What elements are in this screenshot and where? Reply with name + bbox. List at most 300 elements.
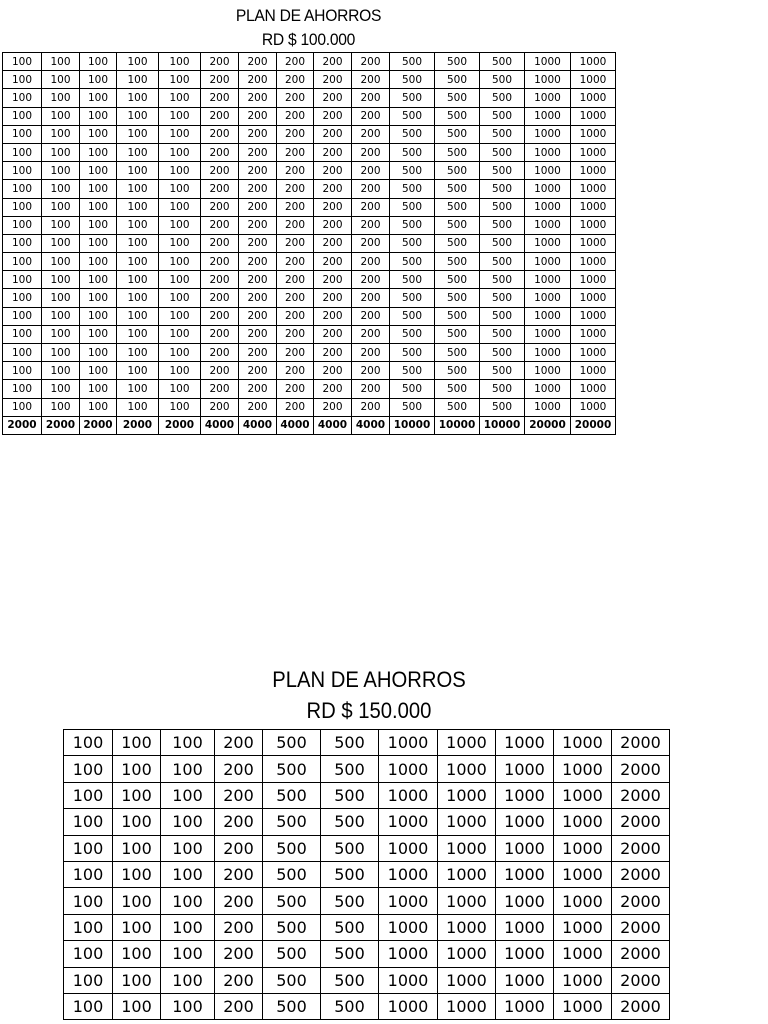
table-cell: 100 bbox=[42, 380, 80, 398]
table-row bbox=[3, 398, 616, 416]
table-cell: 100 bbox=[3, 362, 42, 380]
table-cell: 500 bbox=[480, 89, 525, 107]
table-cell: 100 bbox=[117, 143, 159, 161]
table-cell: 2000 bbox=[612, 756, 670, 782]
table-cell: 200 bbox=[314, 53, 352, 71]
table-cell: 100 bbox=[117, 162, 159, 180]
table-cell: 100 bbox=[80, 253, 117, 271]
table-cell: 1000 bbox=[571, 89, 616, 107]
table-cell: 100 bbox=[80, 125, 117, 143]
table-cell: 500 bbox=[321, 782, 379, 808]
table-cell: 500 bbox=[435, 380, 480, 398]
table-cell: 100 bbox=[80, 180, 117, 198]
table-cell: 1000 bbox=[496, 756, 554, 782]
table-cell: 200 bbox=[215, 914, 263, 940]
table-cell: 100 bbox=[64, 756, 113, 782]
table-cell: 500 bbox=[263, 993, 321, 1019]
table-cell: 100 bbox=[159, 325, 201, 343]
table-cell: 100 bbox=[42, 362, 80, 380]
table-cell: 200 bbox=[277, 107, 314, 125]
table-cell: 200 bbox=[352, 325, 390, 343]
table-cell: 100 bbox=[159, 107, 201, 125]
table-cell: 100 bbox=[42, 344, 80, 362]
table-cell: 1000 bbox=[496, 914, 554, 940]
table-cell: 100 bbox=[3, 162, 42, 180]
table-cell: 200 bbox=[201, 143, 239, 161]
table-cell: 1000 bbox=[496, 861, 554, 887]
table-cell: 200 bbox=[215, 756, 263, 782]
table-cell: 500 bbox=[480, 180, 525, 198]
table-cell: 500 bbox=[480, 362, 525, 380]
table-cell: 200 bbox=[277, 398, 314, 416]
table-cell: 100 bbox=[3, 271, 42, 289]
total-cell: 10000 bbox=[390, 416, 435, 434]
table-cell: 200 bbox=[314, 89, 352, 107]
table-cell: 1000 bbox=[525, 253, 571, 271]
table-cell: 100 bbox=[113, 914, 161, 940]
table-cell: 100 bbox=[161, 782, 215, 808]
table-cell: 100 bbox=[80, 362, 117, 380]
table-cell: 200 bbox=[277, 289, 314, 307]
table-cell: 100 bbox=[42, 234, 80, 252]
total-cell: 4000 bbox=[201, 416, 239, 434]
table-cell: 2000 bbox=[612, 888, 670, 914]
table-cell: 100 bbox=[161, 809, 215, 835]
table-cell: 500 bbox=[435, 253, 480, 271]
table-cell: 100 bbox=[42, 289, 80, 307]
table-cell: 500 bbox=[390, 198, 435, 216]
table-cell: 100 bbox=[42, 71, 80, 89]
table-cell: 100 bbox=[3, 107, 42, 125]
table-cell: 100 bbox=[159, 89, 201, 107]
table-cell: 200 bbox=[277, 234, 314, 252]
table-cell: 1000 bbox=[525, 325, 571, 343]
table-cell: 200 bbox=[239, 180, 277, 198]
table-cell: 100 bbox=[161, 756, 215, 782]
total-cell: 2000 bbox=[117, 416, 159, 434]
table-cell: 500 bbox=[435, 89, 480, 107]
table-cell: 500 bbox=[263, 782, 321, 808]
table-cell: 200 bbox=[215, 967, 263, 993]
table-cell: 100 bbox=[42, 53, 80, 71]
table-cell: 200 bbox=[314, 344, 352, 362]
table-cell: 500 bbox=[263, 835, 321, 861]
table-cell: 200 bbox=[314, 125, 352, 143]
table-cell: 1000 bbox=[554, 756, 612, 782]
table-cell: 500 bbox=[263, 914, 321, 940]
table-cell: 200 bbox=[277, 125, 314, 143]
table-cell: 200 bbox=[239, 53, 277, 71]
table-cell: 100 bbox=[80, 71, 117, 89]
table-cell: 500 bbox=[263, 730, 321, 756]
table-cell: 1000 bbox=[554, 967, 612, 993]
table-cell: 1000 bbox=[438, 888, 496, 914]
table-cell: 1000 bbox=[571, 71, 616, 89]
table-cell: 500 bbox=[390, 271, 435, 289]
table-cell: 200 bbox=[277, 180, 314, 198]
table-cell: 500 bbox=[435, 398, 480, 416]
table-cell: 500 bbox=[480, 71, 525, 89]
table-cell: 1000 bbox=[525, 362, 571, 380]
table-cell: 1000 bbox=[554, 782, 612, 808]
table-cell: 1000 bbox=[525, 344, 571, 362]
table-cell: 2000 bbox=[612, 941, 670, 967]
table-cell: 100 bbox=[64, 730, 113, 756]
table-cell: 200 bbox=[314, 71, 352, 89]
savings-plan-100000 bbox=[0, 4, 617, 435]
table-cell: 1000 bbox=[438, 993, 496, 1019]
table-cell: 1000 bbox=[571, 180, 616, 198]
table-cell: 200 bbox=[277, 89, 314, 107]
table-cell: 200 bbox=[201, 271, 239, 289]
table-cell: 500 bbox=[390, 380, 435, 398]
table-cell: 200 bbox=[314, 362, 352, 380]
table-cell: 100 bbox=[42, 198, 80, 216]
table-cell: 100 bbox=[159, 307, 201, 325]
table-cell: 200 bbox=[239, 307, 277, 325]
table-cell: 100 bbox=[80, 89, 117, 107]
table-cell: 100 bbox=[117, 289, 159, 307]
table-cell: 500 bbox=[390, 180, 435, 198]
table-cell: 1000 bbox=[496, 782, 554, 808]
table-cell: 1000 bbox=[571, 271, 616, 289]
table-row bbox=[3, 271, 616, 289]
table-row bbox=[3, 53, 616, 71]
table-cell: 200 bbox=[314, 253, 352, 271]
table-cell: 500 bbox=[480, 380, 525, 398]
table-cell: 100 bbox=[80, 234, 117, 252]
table-cell: 500 bbox=[321, 888, 379, 914]
savings-plan-150000 bbox=[62, 664, 676, 1020]
table-row bbox=[3, 362, 616, 380]
table-cell: 2000 bbox=[612, 782, 670, 808]
table-cell: 500 bbox=[390, 107, 435, 125]
table-cell: 1000 bbox=[438, 730, 496, 756]
table-cell: 500 bbox=[321, 941, 379, 967]
table-cell: 500 bbox=[435, 307, 480, 325]
table-cell: 200 bbox=[352, 380, 390, 398]
table-cell: 200 bbox=[314, 307, 352, 325]
table-cell: 100 bbox=[117, 325, 159, 343]
table-cell: 1000 bbox=[554, 861, 612, 887]
table-cell: 200 bbox=[352, 271, 390, 289]
table-cell: 100 bbox=[3, 216, 42, 234]
table-row bbox=[64, 914, 670, 940]
table-cell: 200 bbox=[352, 198, 390, 216]
table-cell: 100 bbox=[161, 914, 215, 940]
table-cell: 200 bbox=[201, 89, 239, 107]
table-row bbox=[3, 89, 616, 107]
table-cell: 2000 bbox=[612, 914, 670, 940]
table-cell: 200 bbox=[239, 398, 277, 416]
table-cell: 1000 bbox=[571, 362, 616, 380]
table-cell: 200 bbox=[314, 107, 352, 125]
table-cell: 200 bbox=[239, 125, 277, 143]
table-cell: 200 bbox=[239, 143, 277, 161]
table-cell: 1000 bbox=[571, 53, 616, 71]
table-cell: 200 bbox=[201, 71, 239, 89]
table-cell: 1000 bbox=[571, 143, 616, 161]
table-cell: 100 bbox=[117, 107, 159, 125]
table-cell: 500 bbox=[390, 325, 435, 343]
table-cell: 500 bbox=[435, 271, 480, 289]
table-cell: 100 bbox=[42, 307, 80, 325]
table-cell: 200 bbox=[239, 89, 277, 107]
table-cell: 200 bbox=[352, 398, 390, 416]
table-cell: 100 bbox=[80, 143, 117, 161]
table-cell: 200 bbox=[277, 253, 314, 271]
table-cell: 200 bbox=[239, 380, 277, 398]
table-cell: 200 bbox=[239, 344, 277, 362]
table-cell: 500 bbox=[480, 198, 525, 216]
table-row bbox=[3, 380, 616, 398]
table-cell: 100 bbox=[3, 253, 42, 271]
table-cell: 1000 bbox=[525, 107, 571, 125]
table-cell: 500 bbox=[390, 53, 435, 71]
table-cell: 200 bbox=[352, 89, 390, 107]
table-cell: 2000 bbox=[612, 993, 670, 1019]
table-cell: 200 bbox=[215, 888, 263, 914]
table-cell: 1000 bbox=[379, 809, 438, 835]
table-cell: 100 bbox=[161, 861, 215, 887]
table-cell: 500 bbox=[321, 730, 379, 756]
table-cell: 200 bbox=[352, 253, 390, 271]
table-cell: 1000 bbox=[571, 398, 616, 416]
table-cell: 100 bbox=[159, 271, 201, 289]
table-cell: 100 bbox=[113, 756, 161, 782]
table-row bbox=[3, 307, 616, 325]
table-cell: 1000 bbox=[525, 198, 571, 216]
table-cell: 1000 bbox=[525, 143, 571, 161]
table-cell: 100 bbox=[159, 253, 201, 271]
table-cell: 1000 bbox=[438, 941, 496, 967]
table-cell: 200 bbox=[277, 162, 314, 180]
table-cell: 200 bbox=[201, 125, 239, 143]
table-cell: 100 bbox=[113, 861, 161, 887]
table-cell: 100 bbox=[64, 782, 113, 808]
table-cell: 200 bbox=[201, 234, 239, 252]
table-cell: 200 bbox=[352, 71, 390, 89]
table-cell: 1000 bbox=[379, 941, 438, 967]
table-cell: 500 bbox=[435, 289, 480, 307]
table-cell: 100 bbox=[80, 162, 117, 180]
table-row bbox=[3, 107, 616, 125]
table-cell: 100 bbox=[117, 380, 159, 398]
table-cell: 100 bbox=[113, 782, 161, 808]
table-cell: 1000 bbox=[379, 914, 438, 940]
table-cell: 500 bbox=[263, 861, 321, 887]
plan-title: PLAN DE AHORROS bbox=[272, 667, 466, 692]
table-cell: 100 bbox=[159, 162, 201, 180]
table-cell: 500 bbox=[263, 888, 321, 914]
table-cell: 100 bbox=[64, 888, 113, 914]
table-cell: 100 bbox=[64, 861, 113, 887]
table-cell: 200 bbox=[239, 362, 277, 380]
table-cell: 1000 bbox=[571, 380, 616, 398]
table-cell: 500 bbox=[480, 325, 525, 343]
table-cell: 100 bbox=[159, 216, 201, 234]
table-cell: 100 bbox=[3, 380, 42, 398]
table-cell: 1000 bbox=[525, 216, 571, 234]
table-cell: 200 bbox=[239, 289, 277, 307]
table-cell: 100 bbox=[117, 125, 159, 143]
table-cell: 1000 bbox=[554, 993, 612, 1019]
table-cell: 100 bbox=[80, 325, 117, 343]
table-cell: 200 bbox=[352, 362, 390, 380]
table-row bbox=[64, 941, 670, 967]
table-cell: 1000 bbox=[571, 307, 616, 325]
total-cell: 10000 bbox=[435, 416, 480, 434]
table-cell: 500 bbox=[390, 125, 435, 143]
table-cell: 200 bbox=[314, 162, 352, 180]
table-cell: 100 bbox=[117, 216, 159, 234]
table-cell: 1000 bbox=[379, 756, 438, 782]
table-cell: 500 bbox=[435, 180, 480, 198]
table-row bbox=[3, 344, 616, 362]
table-cell: 200 bbox=[201, 216, 239, 234]
table-cell: 500 bbox=[435, 234, 480, 252]
table-cell: 500 bbox=[390, 362, 435, 380]
table-cell: 500 bbox=[390, 307, 435, 325]
table-cell: 100 bbox=[117, 307, 159, 325]
table-cell: 500 bbox=[480, 398, 525, 416]
table-cell: 100 bbox=[117, 271, 159, 289]
table-cell: 100 bbox=[117, 234, 159, 252]
table-cell: 200 bbox=[277, 307, 314, 325]
table-cell: 100 bbox=[3, 143, 42, 161]
table-cell: 1000 bbox=[379, 835, 438, 861]
table-cell: 100 bbox=[161, 730, 215, 756]
table-cell: 200 bbox=[239, 71, 277, 89]
table-cell: 200 bbox=[314, 180, 352, 198]
table-cell: 1000 bbox=[525, 125, 571, 143]
table-cell: 200 bbox=[277, 380, 314, 398]
table-cell: 200 bbox=[215, 993, 263, 1019]
table-cell: 500 bbox=[435, 362, 480, 380]
table-cell: 1000 bbox=[496, 809, 554, 835]
table-cell: 100 bbox=[42, 325, 80, 343]
table-cell: 1000 bbox=[554, 809, 612, 835]
table-cell: 200 bbox=[314, 271, 352, 289]
table-cell: 1000 bbox=[525, 162, 571, 180]
table-cell: 500 bbox=[263, 941, 321, 967]
table-cell: 100 bbox=[64, 809, 113, 835]
table-cell: 100 bbox=[113, 730, 161, 756]
table-cell: 200 bbox=[314, 198, 352, 216]
table-cell: 500 bbox=[390, 289, 435, 307]
table-cell: 500 bbox=[480, 143, 525, 161]
table-cell: 200 bbox=[201, 162, 239, 180]
total-cell: 20000 bbox=[571, 416, 616, 434]
table-row bbox=[3, 253, 616, 271]
table-cell: 2000 bbox=[612, 967, 670, 993]
table-cell: 200 bbox=[314, 380, 352, 398]
table-cell: 100 bbox=[117, 198, 159, 216]
table-cell: 1000 bbox=[496, 835, 554, 861]
table-cell: 500 bbox=[480, 107, 525, 125]
table-row bbox=[3, 125, 616, 143]
table-cell: 100 bbox=[3, 125, 42, 143]
table-cell: 200 bbox=[352, 216, 390, 234]
table-cell: 100 bbox=[3, 344, 42, 362]
table-row bbox=[3, 143, 616, 161]
table-cell: 100 bbox=[159, 198, 201, 216]
table-cell: 100 bbox=[3, 89, 42, 107]
table-cell: 100 bbox=[42, 107, 80, 125]
table-cell: 500 bbox=[263, 756, 321, 782]
plan-title: PLAN DE AHORROS bbox=[235, 6, 382, 25]
table-cell: 200 bbox=[201, 53, 239, 71]
table-cell: 200 bbox=[215, 809, 263, 835]
table-cell: 200 bbox=[352, 125, 390, 143]
table-row bbox=[64, 993, 670, 1019]
table-cell: 100 bbox=[159, 71, 201, 89]
plan-subtitle: RD $ 150.000 bbox=[306, 698, 432, 723]
table-cell: 1000 bbox=[379, 861, 438, 887]
table-cell: 2000 bbox=[612, 809, 670, 835]
table-cell: 200 bbox=[239, 107, 277, 125]
table-cell: 100 bbox=[64, 835, 113, 861]
table-cell: 100 bbox=[159, 53, 201, 71]
table-row bbox=[64, 782, 670, 808]
table-cell: 200 bbox=[277, 216, 314, 234]
table-cell: 100 bbox=[117, 253, 159, 271]
table-cell: 200 bbox=[352, 143, 390, 161]
table-cell: 200 bbox=[215, 835, 263, 861]
table-cell: 200 bbox=[201, 253, 239, 271]
table-cell: 200 bbox=[201, 198, 239, 216]
table-cell: 100 bbox=[80, 380, 117, 398]
table-cell: 200 bbox=[277, 71, 314, 89]
table-cell: 200 bbox=[201, 398, 239, 416]
table-cell: 200 bbox=[314, 289, 352, 307]
table-cell: 200 bbox=[352, 289, 390, 307]
table-cell: 200 bbox=[239, 271, 277, 289]
table-row bbox=[64, 967, 670, 993]
table-cell: 500 bbox=[263, 967, 321, 993]
table-cell: 100 bbox=[64, 993, 113, 1019]
table-cell: 1000 bbox=[525, 398, 571, 416]
table-cell: 100 bbox=[42, 253, 80, 271]
table-cell: 100 bbox=[161, 967, 215, 993]
table-cell: 200 bbox=[277, 362, 314, 380]
table-cell: 200 bbox=[352, 162, 390, 180]
table-cell: 200 bbox=[314, 234, 352, 252]
table-cell: 200 bbox=[352, 180, 390, 198]
table-cell: 200 bbox=[239, 325, 277, 343]
table-cell: 100 bbox=[113, 835, 161, 861]
table-cell: 2000 bbox=[612, 861, 670, 887]
table-cell: 200 bbox=[277, 143, 314, 161]
table-cell: 200 bbox=[314, 216, 352, 234]
table-cell: 1000 bbox=[525, 271, 571, 289]
table-cell: 200 bbox=[215, 730, 263, 756]
table-cell: 100 bbox=[3, 325, 42, 343]
table-cell: 500 bbox=[390, 89, 435, 107]
table-cell: 1000 bbox=[379, 888, 438, 914]
table-cell: 200 bbox=[277, 344, 314, 362]
table-cell: 500 bbox=[480, 234, 525, 252]
table-cell: 500 bbox=[480, 271, 525, 289]
table-cell: 100 bbox=[3, 234, 42, 252]
table-cell: 100 bbox=[42, 125, 80, 143]
table-cell: 100 bbox=[113, 941, 161, 967]
table-cell: 1000 bbox=[438, 835, 496, 861]
table-row bbox=[3, 289, 616, 307]
table-cell: 500 bbox=[480, 125, 525, 143]
table-cell: 500 bbox=[390, 398, 435, 416]
table-cell: 100 bbox=[80, 216, 117, 234]
